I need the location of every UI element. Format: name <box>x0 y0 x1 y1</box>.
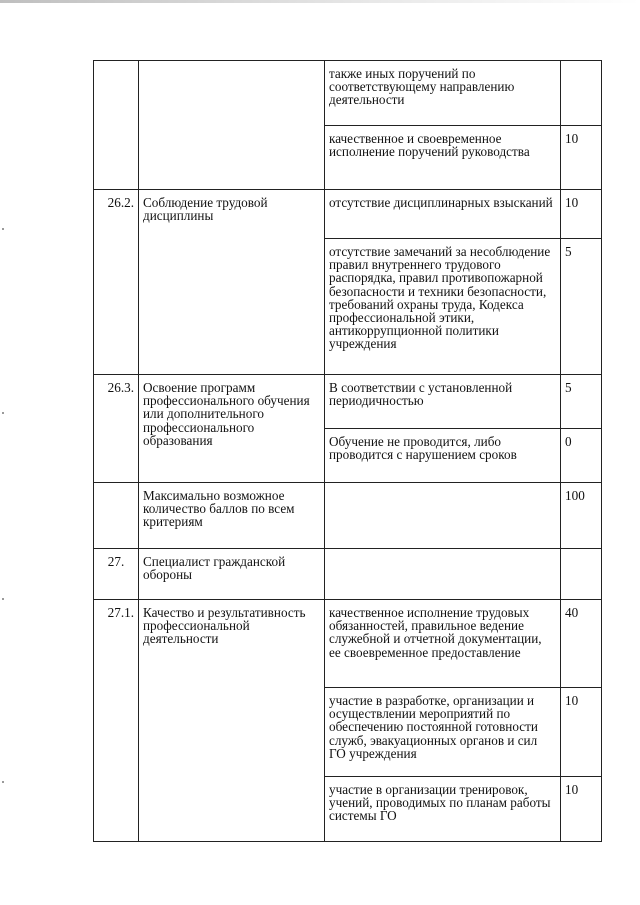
points-cell: 10 <box>561 777 602 842</box>
row-number-cell: 26.2. <box>94 190 139 375</box>
criterion-cell: качественное и своевременное исполнение поручений руководства <box>325 126 561 190</box>
points-cell: 10 <box>561 126 602 190</box>
criterion-cell: также иных поручений по соответствующему направлению деятельности <box>325 61 561 126</box>
criterion-cell <box>325 483 561 549</box>
criterion-cell: Обучение не проводится, либо проводится с нарушением сроков <box>325 429 561 483</box>
row-number-cell: 26.3. <box>94 375 139 483</box>
row-number-cell <box>94 61 139 190</box>
criterion-cell: качественное исполнение трудовых обязанностей, правильное ведение служебной и отчетной документации, ее своевременное предоставление <box>325 600 561 688</box>
table-row <box>94 600 602 688</box>
points-cell: 40 <box>561 600 602 688</box>
row-number-cell: 27. <box>94 549 139 600</box>
table-row <box>94 483 602 549</box>
table-row <box>94 549 602 600</box>
points-cell: 10 <box>561 190 602 239</box>
criterion-cell: участие в организации тренировок, учений, проводимых по планам работы системы ГО <box>325 777 561 842</box>
points-cell: 5 <box>561 239 602 375</box>
row-number-cell <box>94 483 139 549</box>
table-row <box>94 375 602 429</box>
scan-top-edge <box>0 0 640 3</box>
points-cell: 0 <box>561 429 602 483</box>
table-row <box>94 190 602 239</box>
table-row <box>94 61 602 126</box>
points-cell: 5 <box>561 375 602 429</box>
points-cell <box>561 61 602 126</box>
criterion-cell: отсутствие замечаний за несоблюдение правил внутреннего трудового распорядка, правил противопожарной безопасности и техники безопасности, требований охраны труда, Кодекса профессиональной этики, антикоррупционной политики учреждения <box>325 239 561 375</box>
indicator-name-cell <box>139 61 325 190</box>
criterion-cell: отсутствие дисциплинарных взысканий <box>325 190 561 239</box>
indicator-name-cell: Соблюдение трудовой дисциплины <box>139 190 325 375</box>
points-cell <box>561 549 602 600</box>
row-number-cell: 27.1. <box>94 600 139 842</box>
indicator-name-cell: Специалист гражданской обороны <box>139 549 325 600</box>
indicator-name-cell: Качество и результативность профессиональной деятельности <box>139 600 325 842</box>
criteria-table <box>93 60 602 842</box>
points-cell: 100 <box>561 483 602 549</box>
scan-left-edge-marks <box>2 0 6 905</box>
points-cell: 10 <box>561 688 602 777</box>
criterion-cell: участие в разработке, организации и осуществлении мероприятий по обеспечению постоянной готовности служб, эвакуационных органов и сил ГО учреждения <box>325 688 561 777</box>
criterion-cell: В соответствии с установленной периодичностью <box>325 375 561 429</box>
indicator-name-cell: Освоение программ профессионального обучения или дополнительного профессионального образования <box>139 375 325 483</box>
indicator-name-cell: Максимально возможное количество баллов по всем критериям <box>139 483 325 549</box>
criterion-cell <box>325 549 561 600</box>
